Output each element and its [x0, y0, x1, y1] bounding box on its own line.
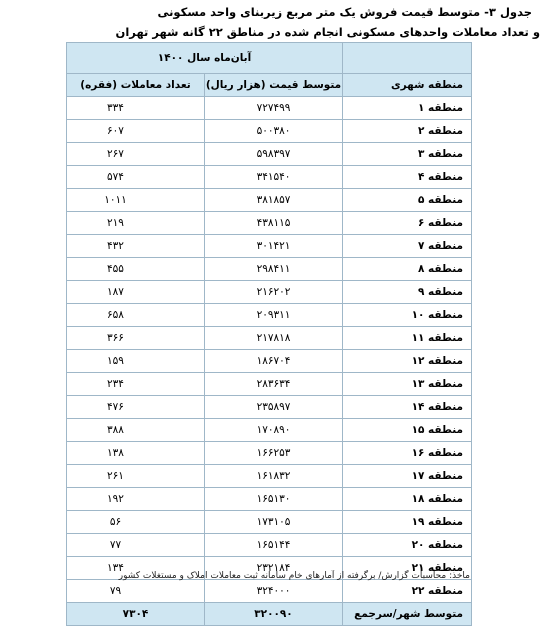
table-row — [67, 97, 472, 120]
table-row — [67, 580, 472, 603]
cell-region: منطقه ۲۱ — [343, 557, 472, 580]
cell-count: ۳۶۶ — [67, 327, 205, 350]
header-count: تعداد معاملات (فقره) — [67, 74, 205, 97]
table-row — [67, 235, 472, 258]
cell-price: ۵۹۸۳۹۷ — [205, 143, 343, 166]
cell-region: منطقه ۱۱ — [343, 327, 472, 350]
cell-region: منطقه ۱۷ — [343, 465, 472, 488]
cell-price: ۳۰۱۴۲۱ — [205, 235, 343, 258]
table-header-row — [67, 74, 472, 97]
cell-region: منطقه ۷ — [343, 235, 472, 258]
cell-price: ۱۶۵۱۳۰ — [205, 488, 343, 511]
cell-price: ۴۳۸۱۱۵ — [205, 212, 343, 235]
table-row — [67, 442, 472, 465]
cell-count: ۱۵۹ — [67, 350, 205, 373]
footer-region: متوسط شهر/سرجمع — [343, 603, 472, 626]
cell-region: منطقه ۱۲ — [343, 350, 472, 373]
cell-count: ۷۷ — [67, 534, 205, 557]
table-row — [67, 534, 472, 557]
table-row — [67, 304, 472, 327]
housing-price-table — [66, 42, 472, 626]
cell-price: ۵۰۰۳۸۰ — [205, 120, 343, 143]
cell-price: ۱۶۱۸۳۲ — [205, 465, 343, 488]
cell-price: ۱۷۰۸۹۰ — [205, 419, 343, 442]
cell-price: ۲۰۹۳۱۱ — [205, 304, 343, 327]
cell-count: ۷۹ — [67, 580, 205, 603]
cell-region: منطقه ۱۵ — [343, 419, 472, 442]
cell-price: ۲۱۷۸۱۸ — [205, 327, 343, 350]
cell-count: ۴۳۲ — [67, 235, 205, 258]
cell-price: ۱۷۳۱۰۵ — [205, 511, 343, 534]
header-price: متوسط قیمت (هزار ریال) — [205, 74, 343, 97]
cell-region: منطقه ۳ — [343, 143, 472, 166]
cell-count: ۲۳۴ — [67, 373, 205, 396]
table-row — [67, 396, 472, 419]
table-row — [67, 143, 472, 166]
footer-count: ۷۳۰۴ — [67, 603, 205, 626]
cell-count: ۱۰۱۱ — [67, 189, 205, 212]
table-row — [67, 511, 472, 534]
cell-price: ۳۴۱۵۴۰ — [205, 166, 343, 189]
table-row — [67, 373, 472, 396]
cell-count: ۶۵۸ — [67, 304, 205, 327]
cell-count: ۳۸۸ — [67, 419, 205, 442]
footer-price: ۳۲۰۰۹۰ — [205, 603, 343, 626]
cell-count: ۱۹۲ — [67, 488, 205, 511]
header-region: منطقه شهری — [343, 74, 472, 97]
cell-count: ۳۳۴ — [67, 97, 205, 120]
table-row — [67, 327, 472, 350]
table-row — [67, 465, 472, 488]
cell-count: ۵۶ — [67, 511, 205, 534]
cell-price: ۳۲۴۰۰۰ — [205, 580, 343, 603]
cell-region: منطقه ۲۲ — [343, 580, 472, 603]
cell-region: منطقه ۸ — [343, 258, 472, 281]
table-row — [67, 120, 472, 143]
source-note: ماخذ: محاسبات گزارش/ برگرفته از آمارهای خام سامانه ثبت معاملات املاک و مستغلات کشور — [118, 571, 470, 581]
cell-region: منطقه ۶ — [343, 212, 472, 235]
header-period: آبان‌ماه سال ۱۴۰۰ — [67, 43, 343, 74]
cell-price: ۱۸۶۷۰۴ — [205, 350, 343, 373]
cell-region: منطقه ۱۴ — [343, 396, 472, 419]
table-row — [67, 419, 472, 442]
table-row — [67, 212, 472, 235]
cell-count: ۲۶۱ — [67, 465, 205, 488]
cell-price: ۱۶۶۲۵۳ — [205, 442, 343, 465]
cell-price: ۲۸۳۶۳۴ — [205, 373, 343, 396]
cell-price: ۲۱۶۲۰۲ — [205, 281, 343, 304]
table-row — [67, 281, 472, 304]
cell-count: ۱۳۴ — [67, 557, 205, 580]
cell-region: منطقه ۱۸ — [343, 488, 472, 511]
table-body — [67, 97, 472, 603]
cell-region: منطقه ۹ — [343, 281, 472, 304]
cell-region: منطقه ۱۶ — [343, 442, 472, 465]
cell-price: ۲۳۵۸۹۷ — [205, 396, 343, 419]
cell-region: منطقه ۱۹ — [343, 511, 472, 534]
table-header-period-row — [67, 43, 472, 74]
cell-count: ۱۸۷ — [67, 281, 205, 304]
cell-region: منطقه ۵ — [343, 189, 472, 212]
cell-count: ۵۷۴ — [67, 166, 205, 189]
table-title-line-1: جدول ۳- متوسط قیمت فروش یک متر مربع زیربنای واحد مسکونی — [157, 5, 532, 19]
header-region-blank — [343, 43, 472, 74]
cell-count: ۲۱۹ — [67, 212, 205, 235]
cell-price: ۳۸۱۸۵۷ — [205, 189, 343, 212]
cell-count: ۴۷۶ — [67, 396, 205, 419]
cell-count: ۲۶۷ — [67, 143, 205, 166]
cell-price: ۲۳۲۱۸۴ — [205, 557, 343, 580]
table-row — [67, 350, 472, 373]
cell-region: منطقه ۲۰ — [343, 534, 472, 557]
table-row — [67, 189, 472, 212]
cell-price: ۲۹۸۴۱۱ — [205, 258, 343, 281]
cell-count: ۱۳۸ — [67, 442, 205, 465]
cell-region: منطقه ۱۰ — [343, 304, 472, 327]
table-title-line-2: و تعداد معاملات واحدهای مسکونی انجام شده در مناطق ۲۲ گانه شهر تهران — [115, 25, 540, 39]
table-row — [67, 258, 472, 281]
table-footer-row — [67, 603, 472, 626]
cell-region: منطقه ۲ — [343, 120, 472, 143]
cell-count: ۶۰۷ — [67, 120, 205, 143]
cell-region: منطقه ۱ — [343, 97, 472, 120]
cell-price: ۱۶۵۱۴۴ — [205, 534, 343, 557]
table-row — [67, 166, 472, 189]
cell-region: منطقه ۱۳ — [343, 373, 472, 396]
cell-price: ۷۲۷۴۹۹ — [205, 97, 343, 120]
table-row — [67, 488, 472, 511]
cell-region: منطقه ۴ — [343, 166, 472, 189]
cell-count: ۴۵۵ — [67, 258, 205, 281]
